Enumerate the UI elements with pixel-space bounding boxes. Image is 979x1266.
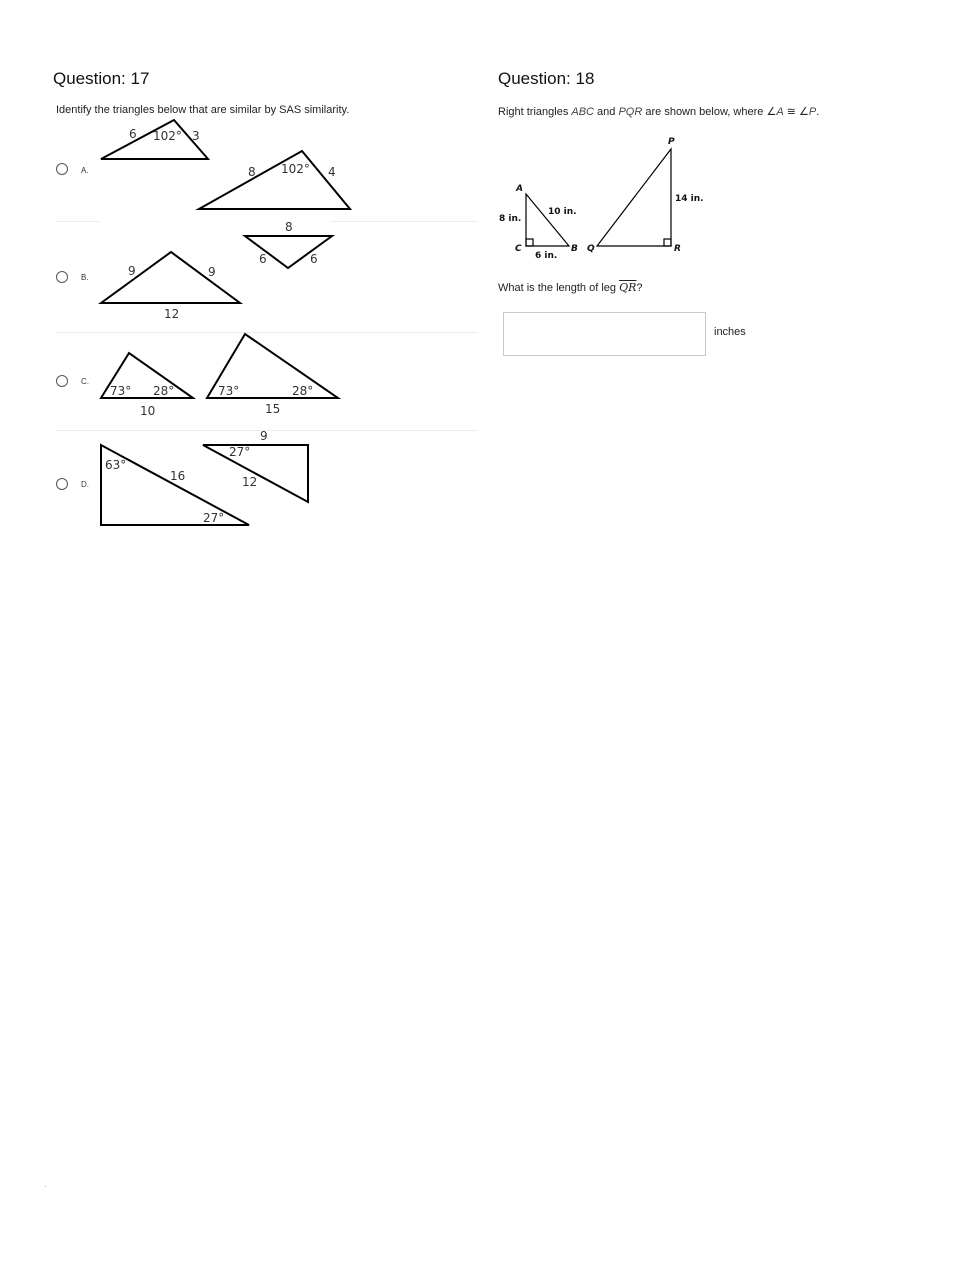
answer-unit-label: inches [714, 326, 746, 338]
page-marker [45, 1186, 46, 1187]
answer-input[interactable] [503, 312, 706, 356]
option-a-letter: A. [81, 166, 89, 175]
vertex-p-label: P [668, 137, 675, 147]
right-angle-r [664, 239, 671, 246]
option-d-t1-angle-bottom: 27° [203, 511, 225, 525]
option-c-t1-base: 10 [140, 404, 156, 418]
option-b-t1-base: 12 [164, 307, 180, 321]
option-d-t2-angle: 27° [229, 445, 251, 459]
option-a-t2-side-right: 4 [328, 165, 336, 179]
option-a-t1-side-right: 3 [192, 129, 200, 143]
option-c-t1-angle-left: 73° [110, 384, 132, 398]
option-a-t1-side-left: 6 [129, 127, 137, 141]
vertex-r-label: R [674, 244, 681, 254]
right-angle-c [526, 239, 533, 246]
option-d-letter: D. [81, 480, 89, 489]
side-ac-label: 8 in. [499, 214, 522, 224]
question-18-prompt: Right triangles ABC and PQR are shown below, where ∠A ≅ ∠P. [498, 106, 820, 118]
option-c-t2-angle-left: 73° [218, 384, 240, 398]
option-b-t1-side-right: 9 [208, 265, 216, 279]
question-18-subprompt: What is the length of leg $\overline{QR}$? [498, 281, 643, 294]
option-c-t2-angle-right: 28° [292, 384, 314, 398]
option-b-t2-top: 8 [285, 220, 293, 234]
vertex-c-label: C [515, 244, 522, 254]
option-b-t1-side-left: 9 [128, 264, 136, 278]
option-d-t2-top: 9 [260, 429, 268, 443]
option-b-t2-side-left: 6 [259, 252, 267, 266]
option-a-t2-side-left: 8 [248, 165, 256, 179]
vertex-a-label: A [516, 184, 523, 194]
side-ab-label: 10 in. [548, 207, 577, 217]
triangle-pqr [597, 149, 671, 246]
option-d-triangle-small [203, 445, 308, 502]
option-c-t1-angle-right: 28° [153, 384, 175, 398]
option-d-t2-hyp: 12 [242, 475, 258, 489]
option-c-t2-base: 15 [265, 402, 281, 416]
question-18-title: Question: 18 [498, 69, 595, 88]
option-a-t1-angle: 102° [153, 129, 182, 143]
vertex-q-label: Q [587, 244, 595, 254]
option-d-t1-angle-top: 63° [105, 458, 127, 472]
option-b-t2-side-right: 6 [310, 252, 318, 266]
question-17-title: Question: 17 [53, 69, 150, 88]
vertex-b-label: B [571, 244, 578, 254]
option-a-t2-angle: 102° [281, 162, 310, 176]
option-c-letter: C. [81, 377, 89, 386]
option-b-letter: B. [81, 273, 89, 282]
segment-qr: $\overline{QR}$ [619, 281, 637, 294]
question-18-figure [0, 0, 979, 300]
question-17-prompt: Identify the triangles below that are similar by SAS similarity. [56, 104, 350, 116]
triangle-abc [526, 194, 569, 246]
side-pr-label: 14 in. [675, 194, 704, 204]
option-d-t1-hyp: 16 [170, 469, 186, 483]
side-cb-label: 6 in. [535, 251, 558, 261]
